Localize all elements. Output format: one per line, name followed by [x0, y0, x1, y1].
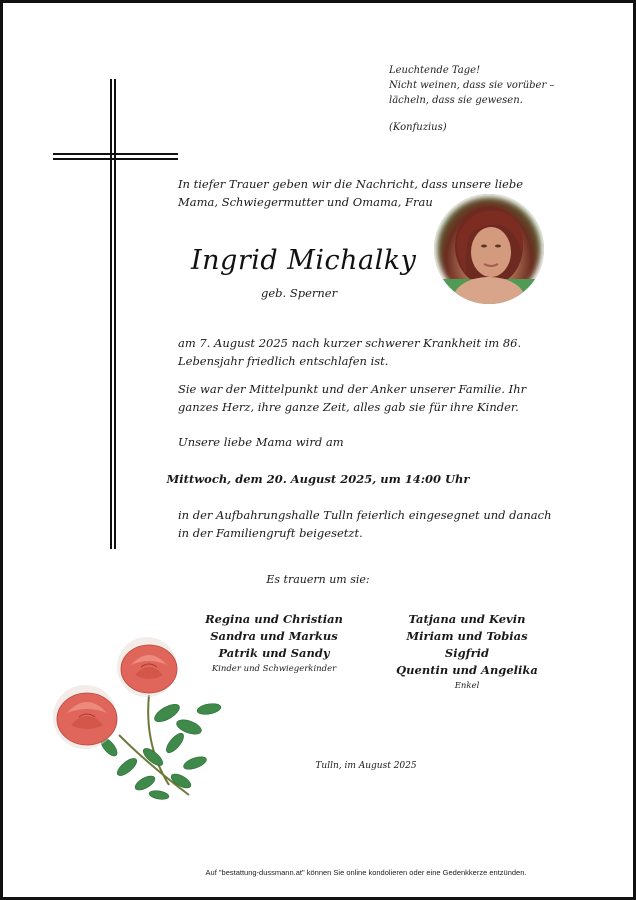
- tribute-text: [178, 380, 526, 416]
- quote: [389, 63, 554, 135]
- mourner-name: Regina und Christian: [205, 612, 343, 626]
- cross-horizontal-bar: [53, 153, 178, 155]
- ceremony-date: Mittwoch, dem 20. August 2025, um 14:00 Uhr: [166, 472, 470, 486]
- text-line: in der Familiengruft beigesetzt.: [178, 526, 363, 540]
- birth-name: geb. Sperner: [261, 286, 338, 300]
- relation-label: Kinder und Schwiegerkinder: [211, 664, 337, 674]
- quote-line: Nicht weinen, dass sie vorüber –: [389, 80, 555, 91]
- rose-icon: [117, 637, 177, 697]
- rose-icon: [53, 685, 117, 749]
- page: [3, 3, 633, 897]
- cross-horizontal-bar: [53, 158, 178, 160]
- portrait-image: [434, 194, 544, 304]
- intro-line: In tiefer Trauer geben wir die Nachricht, dass unsere liebe: [178, 177, 524, 191]
- portrait-photo: [434, 194, 544, 304]
- quote-source: (Konfuzius): [389, 122, 447, 133]
- relation-label: Enkel: [454, 681, 480, 691]
- mourners-heading: Es trauern um sie:: [266, 573, 370, 586]
- quote-line: lächeln, dass sie gewesen.: [389, 95, 523, 106]
- place-and-date: Tulln, im August 2025: [315, 761, 417, 771]
- mourner-name: Tatjana und Kevin: [408, 612, 526, 626]
- deceased-name: Ingrid Michalky: [191, 245, 417, 276]
- mourners-grandchildren: [367, 611, 567, 693]
- mourner-name: Sandra und Markus: [210, 629, 338, 643]
- condolence-footer: Auf "bestattung-dussmann.at" können Sie online kondolieren oder eine Gedenkkerze entzünden.: [205, 868, 527, 877]
- death-notice: [178, 334, 521, 370]
- intro-line: Mama, Schwiegermutter und Omama, Frau: [178, 195, 433, 209]
- roses-illustration: [49, 635, 225, 805]
- mourner-name: Sigfrid: [444, 646, 490, 660]
- ceremony-details: [178, 506, 551, 542]
- mourner-name: Patrik und Sandy: [218, 646, 330, 660]
- quote-line: Leuchtende Tage!: [389, 65, 481, 76]
- text-line: am 7. August 2025 nach kurzer schwerer Krankheit im 86.: [178, 336, 522, 350]
- text-line: ganzes Herz, ihre ganze Zeit, alles gab sie für ihre Kinder.: [178, 400, 519, 414]
- text-line: in der Aufbahrungshalle Tulln feierlich eingesegnet und danach: [178, 508, 552, 522]
- mourner-name: Quentin und Angelika: [396, 663, 538, 677]
- text-line: Sie war der Mittelpunkt und der Anker unserer Familie. Ihr: [178, 382, 527, 396]
- mourner-name: Miriam und Tobias: [406, 629, 528, 643]
- ceremony-intro: Unsere liebe Mama wird am: [178, 435, 344, 449]
- text-line: Lebensjahr friedlich entschlafen ist.: [178, 354, 389, 368]
